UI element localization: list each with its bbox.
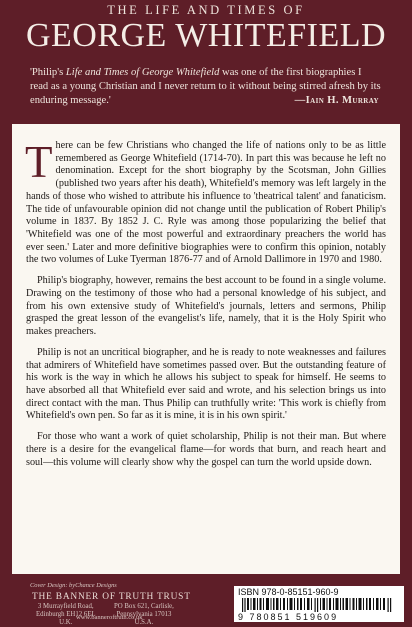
drop-cap: T <box>25 137 53 187</box>
paragraph-1: There can be few Christians who changed the life of nations only to be as little remembered as George Whitefield (1714-70). In part this was because he left no denomination. Except for the short biography by the Scotsman, John Gillies (published two years after his death), Whitefield's memory was left largely in the hands of those who wished to attribute his influence to 'theatrical talent' and fanaticism. The tide of unfavourable opinion did not change until the publication of Robert Philip's volume in 1837. By 1852 J. C. Ryle was among those popularizing the belief that 'Whitefield was one of the most powerful and extraordinary preachers the world has ever seen.' Later and more definitive biographies were to confirm this opinion, notably the two volumes of Luke Tyerman 1876-77 and of Arnold Dallimore in 1970 and 1980. <box>25 137 386 266</box>
paragraph-2: Philip's biography, however, remains the best account to be found in a single volume. Drawing on the testimony of those who had a personal knowledge of his subject, and from his own extensive study of Whitefield's journals, letters and sermons, Philip grasped the great lesson of the evangelist's life, namely, that it is the Holy Spirit who makes preachers. <box>26 275 386 338</box>
blurb-panel <box>12 124 400 574</box>
pre-title: THE LIFE AND TIMES OF <box>107 3 305 17</box>
address-uk: 3 Murrayfield Road, Edinburgh EH12 6EL U.K. <box>36 603 96 626</box>
cover-credit: Cover Design: byChance Designs <box>30 582 117 589</box>
blurb-text <box>25 137 386 478</box>
endorsement-quote: 'Philip's Life and Times of George Whitefield was one of the first biographies I read as a young Christian and I never return to it without being stirred afresh by its enduring message.' <box>30 67 381 106</box>
book-title: GEORGE WHITEFIELD <box>25 17 387 54</box>
barcode-digits: 9 780851 519609 <box>238 612 339 622</box>
publisher-website: www.banneroftruth.co.uk <box>76 614 143 621</box>
barcode-bars <box>242 598 396 612</box>
paragraph-4: For those who want a work of quiet scholarship, Philip is not their man. But where there is a desire for the evangelical flame—for words that burn, and reach heart and soul—this volume will clearly show why the gospel can turn the world upside down. <box>26 431 386 468</box>
endorsement-author: —Iain H. Murray <box>294 95 379 106</box>
paragraph-3: Philip is not an uncritical biographer, and he is ready to note weaknesses and failures that admirers of Whitefield have sometimes passed over. But the outstanding feature of his work is the way in which he allows his subject to speak for himself. He seems to have absorbed all that Whitefield ever said and wrote, and his selection brings us into direct contact with the man. Thus Philip can truthfully write: 'This work is chiefly from Whitefield's own pen. So far as it is mine, it is in his own spirit.' <box>26 346 386 422</box>
isbn-label: ISBN 978-0-85151-960-9 <box>238 587 339 597</box>
barcode <box>234 586 404 622</box>
address-usa: PO Box 621, Carlisle, Pennsylvania 17013 U.S.A. <box>114 603 174 626</box>
publisher-name: THE BANNER OF TRUTH TRUST <box>32 592 191 602</box>
